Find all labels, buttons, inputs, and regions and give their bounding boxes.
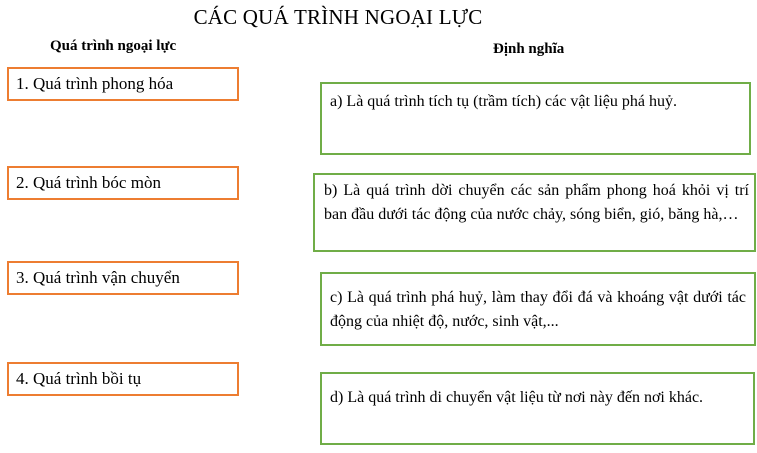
definitions-column-header: Định nghĩa	[493, 41, 565, 57]
term-box-erosion[interactable]: 2. Quá trình bóc mòn	[7, 166, 239, 200]
definition-box-a[interactable]	[320, 82, 751, 155]
definition-box-d[interactable]	[320, 372, 755, 445]
term-box-deposition[interactable]: 4. Quá trình bồi tụ	[7, 362, 239, 396]
definition-text-b: b) Là quá trình dời chuyển các sản phẩm phong hoá khỏi vị trí ban đầu dưới tác động của nước chảy, sóng biển, gió, băng hà,…	[324, 182, 749, 223]
definition-text-a: a) Là quá trình tích tụ (trầm tích) các vật liệu phá huỷ.	[330, 93, 677, 110]
term-box-transport[interactable]: 3. Quá trình vận chuyển	[7, 261, 239, 295]
page-title: CÁC QUÁ TRÌNH NGOẠI LỰC	[193, 5, 483, 29]
definition-box-b[interactable]	[313, 173, 756, 252]
definition-text-c: c) Là quá trình phá huỷ, làm thay đổi đá và khoáng vật dưới tác động của nhiệt độ, nước, sinh vật,...	[330, 289, 746, 330]
definition-text-d: d) Là quá trình di chuyển vật liệu từ nơi này đến nơi khác.	[330, 389, 704, 406]
term-box-weathering[interactable]: 1. Quá trình phong hóa	[7, 67, 239, 101]
definition-box-c[interactable]	[320, 272, 756, 346]
terms-column-header: Quá trình ngoại lực	[50, 38, 177, 54]
